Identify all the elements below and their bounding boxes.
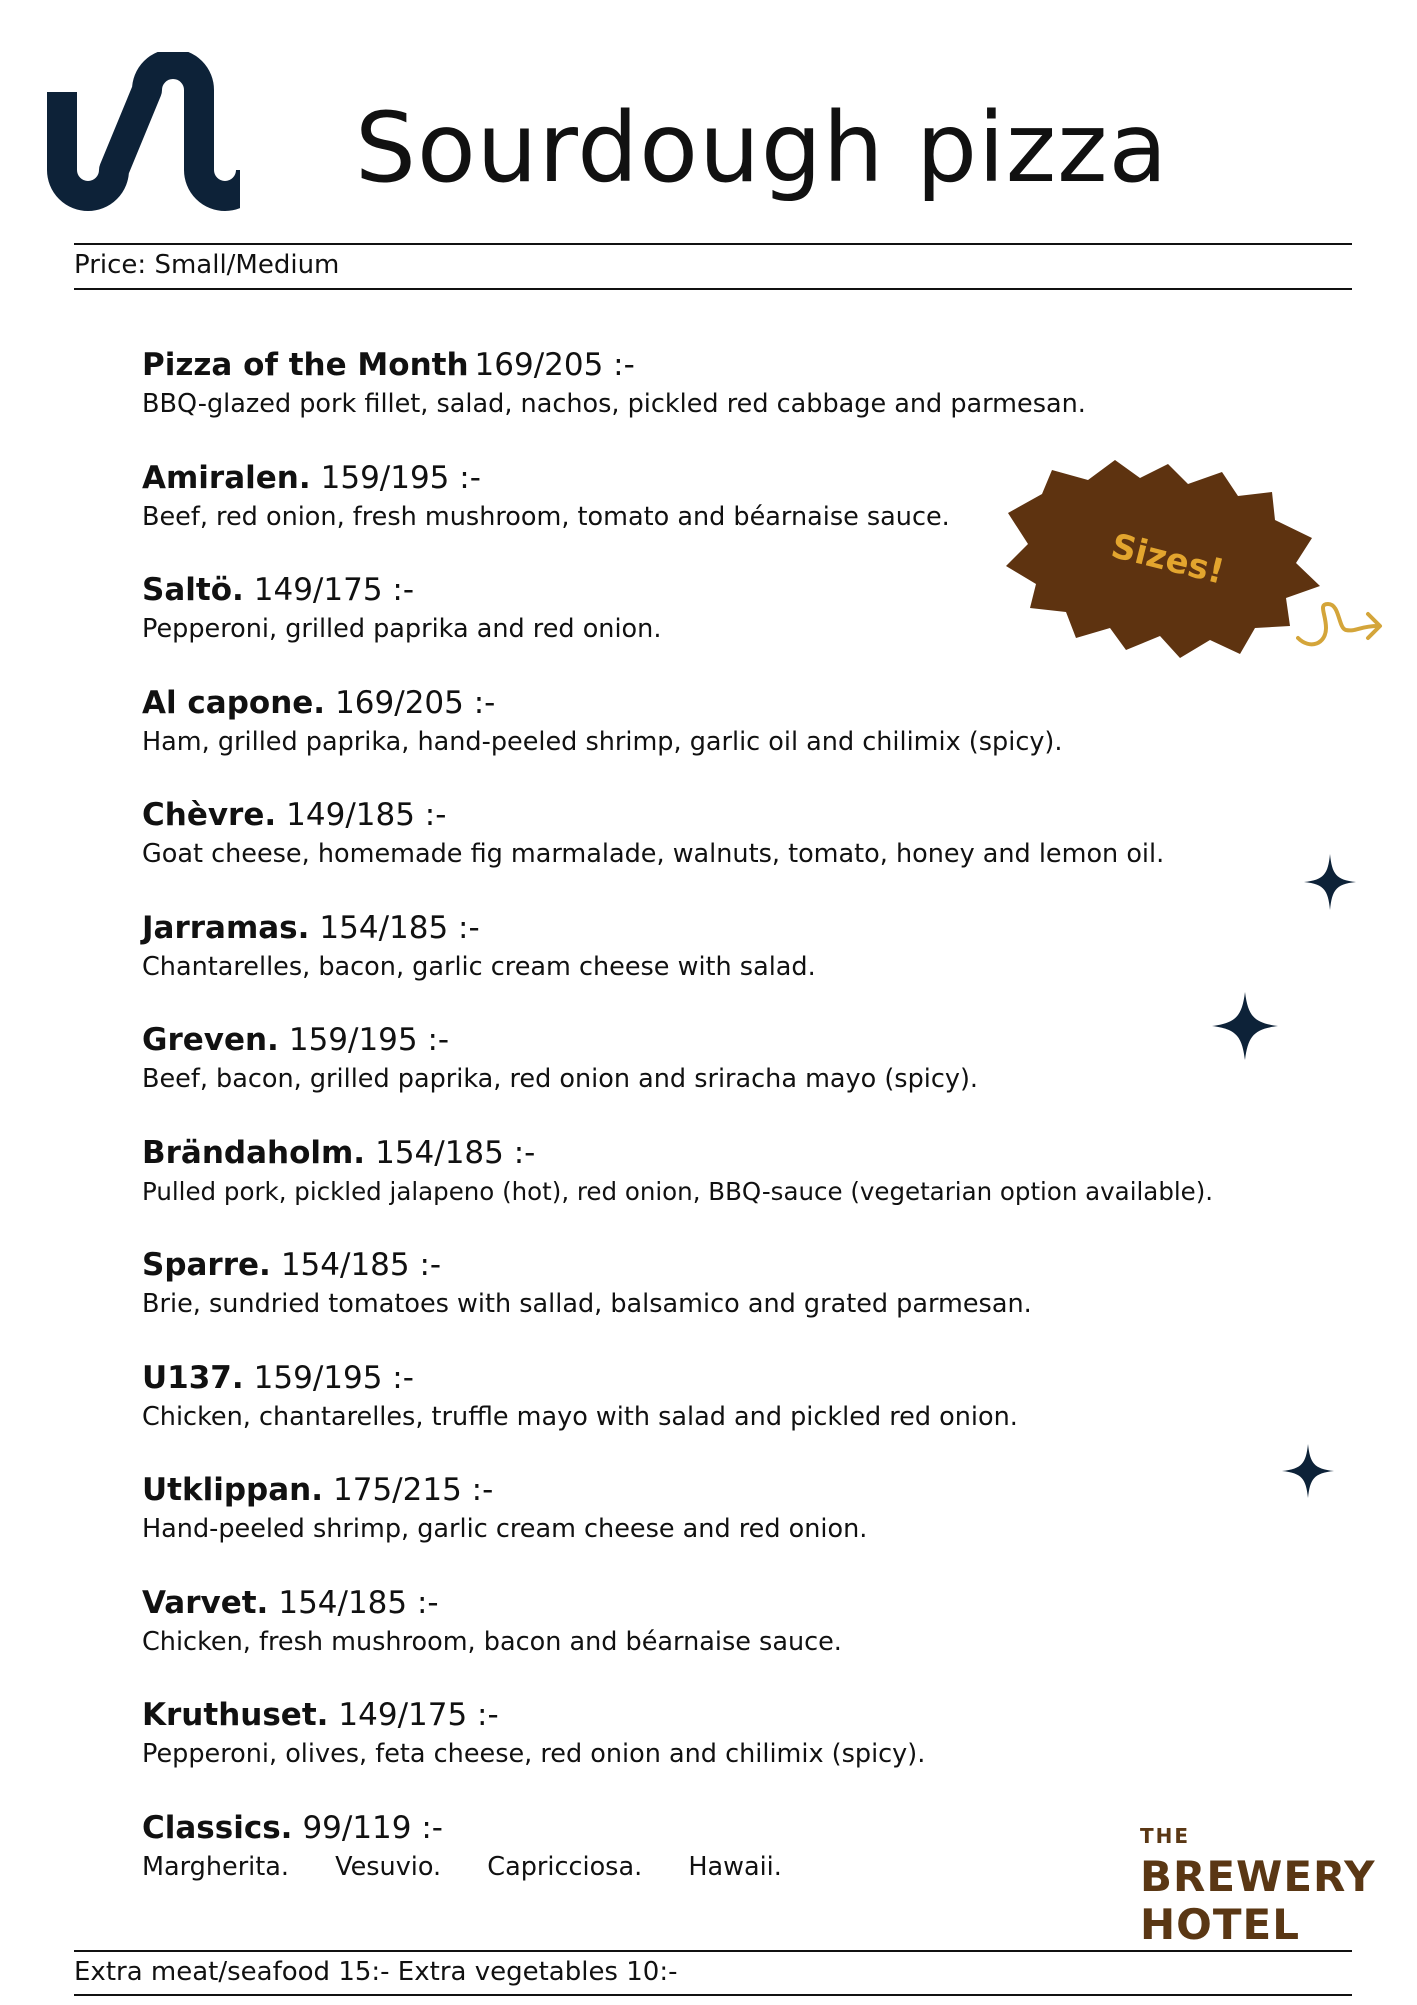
- item-name: Brändaholm.: [142, 1134, 366, 1171]
- item-description: Hand-peeled shrimp, garlic cream cheese and red onion.: [142, 1514, 868, 1544]
- menu-item-classics: [142, 1808, 1292, 1921]
- item-price: 154/185 :-: [280, 1247, 442, 1283]
- menu-item: [142, 1695, 1292, 1808]
- item-price: 169/205 :-: [474, 347, 635, 383]
- item-description: Pepperoni, grilled paprika and red onion.: [142, 614, 662, 644]
- item-name: Jarramas.: [142, 909, 310, 946]
- brand-line1: BREWERY: [1140, 1852, 1376, 1901]
- item-description: Ham, grilled paprika, hand-peeled shrimp, garlic oil and chilimix (spicy).: [142, 726, 1063, 757]
- item-description: Pulled pork, pickled jalapeno (hot), red onion, BBQ-sauce (vegetarian option available).: [142, 1176, 1214, 1206]
- item-description: Beef, bacon, grilled paprika, red onion and sriracha mayo (spicy).: [142, 1064, 979, 1094]
- item-description: Chicken, chantarelles, truffle mayo with salad and pickled red onion.: [142, 1401, 1018, 1432]
- item-price: 154/185 :-: [319, 909, 480, 946]
- menu-item: [142, 1358, 1292, 1471]
- item-name: Greven.: [142, 1022, 279, 1058]
- item-price: 149/185 :-: [286, 797, 447, 833]
- classics-list: [142, 1850, 1292, 1884]
- menu-item: [142, 1133, 1292, 1246]
- item-price: 169/205 :-: [335, 684, 496, 721]
- sparkle-icon: [1282, 1444, 1334, 1498]
- item-name: Varvet.: [142, 1584, 269, 1621]
- item-description: Chicken, fresh mushroom, bacon and béarnaise sauce.: [142, 1626, 842, 1657]
- item-name: Sparre.: [142, 1247, 271, 1283]
- header-top-rule: [74, 243, 1352, 245]
- page-title: Sourdough pizza: [355, 92, 1169, 204]
- menu-item: [142, 908, 1292, 1021]
- menu-item: [142, 1470, 1292, 1583]
- brand-the: THE: [1140, 1824, 1191, 1848]
- item-description: Chantarelles, bacon, garlic cream cheese with salad.: [142, 951, 816, 982]
- item-name: Classics.: [142, 1809, 293, 1846]
- badge-text: Sizes!: [1107, 526, 1229, 593]
- item-name: Amiralen.: [142, 459, 311, 496]
- item-name: Pizza of the Month: [142, 347, 469, 383]
- menu-item: [142, 1583, 1292, 1696]
- sparkle-icon: [1304, 854, 1356, 910]
- item-price: 154/185 :-: [278, 1584, 439, 1621]
- sizes-burst-badge: [1000, 458, 1330, 660]
- classic-item: Hawaii.: [688, 1851, 782, 1882]
- item-name: Al capone.: [142, 684, 326, 721]
- item-description: BBQ-glazed pork fillet, salad, nachos, pickled red cabbage and parmesan.: [142, 389, 1086, 419]
- sparkle-icon: [1212, 992, 1278, 1060]
- menu-item: [142, 1245, 1292, 1358]
- item-description: Pepperoni, olives, feta cheese, red onion and chilimix (spicy).: [142, 1739, 926, 1769]
- classic-item: Vesuvio.: [335, 1851, 442, 1882]
- item-price: 175/215 :-: [333, 1472, 494, 1508]
- item-price: 159/195 :-: [320, 459, 481, 496]
- item-description: Brie, sundried tomatoes with sallad, balsamico and grated parmesan.: [142, 1289, 1032, 1319]
- item-name: Saltö.: [142, 572, 244, 608]
- item-name: Chèvre.: [142, 797, 277, 833]
- item-name: Utklippan.: [142, 1472, 324, 1508]
- brand-line2: HOTEL: [1140, 1900, 1300, 1949]
- item-price: 159/195 :-: [288, 1022, 450, 1058]
- classic-item: Margherita.: [142, 1851, 289, 1882]
- price-note: Price: Small/Medium: [74, 250, 340, 280]
- item-name: U137.: [142, 1359, 244, 1396]
- classic-item: Capricciosa.: [487, 1851, 643, 1882]
- footer-bottom-rule: [74, 1994, 1352, 1996]
- menu-item: [142, 345, 1292, 458]
- item-price: 99/119 :-: [302, 1809, 443, 1846]
- item-price: 159/195 :-: [253, 1359, 414, 1396]
- menu-item: [142, 683, 1292, 796]
- item-price: 149/175 :-: [253, 572, 415, 608]
- item-description: Beef, red onion, fresh mushroom, tomato and béarnaise sauce.: [142, 501, 950, 532]
- header-bottom-rule: [74, 288, 1352, 290]
- item-price: 154/185 :-: [375, 1134, 536, 1171]
- menu-item: [142, 1020, 1292, 1133]
- item-description: Goat cheese, homemade fig marmalade, walnuts, tomato, honey and lemon oil.: [142, 839, 1165, 869]
- item-name: Kruthuset.: [142, 1697, 329, 1733]
- menu-item: [142, 795, 1292, 908]
- footer-extras: Extra meat/seafood 15:- Extra vegetables 10:-: [74, 1957, 678, 1987]
- squiggle-arrow-icon: [1296, 598, 1386, 654]
- footer-top-rule: [74, 1950, 1352, 1952]
- item-price: 149/175 :-: [338, 1697, 499, 1733]
- logo-mark-icon: [42, 52, 240, 212]
- brewery-hotel-logo: [1140, 1826, 1376, 1952]
